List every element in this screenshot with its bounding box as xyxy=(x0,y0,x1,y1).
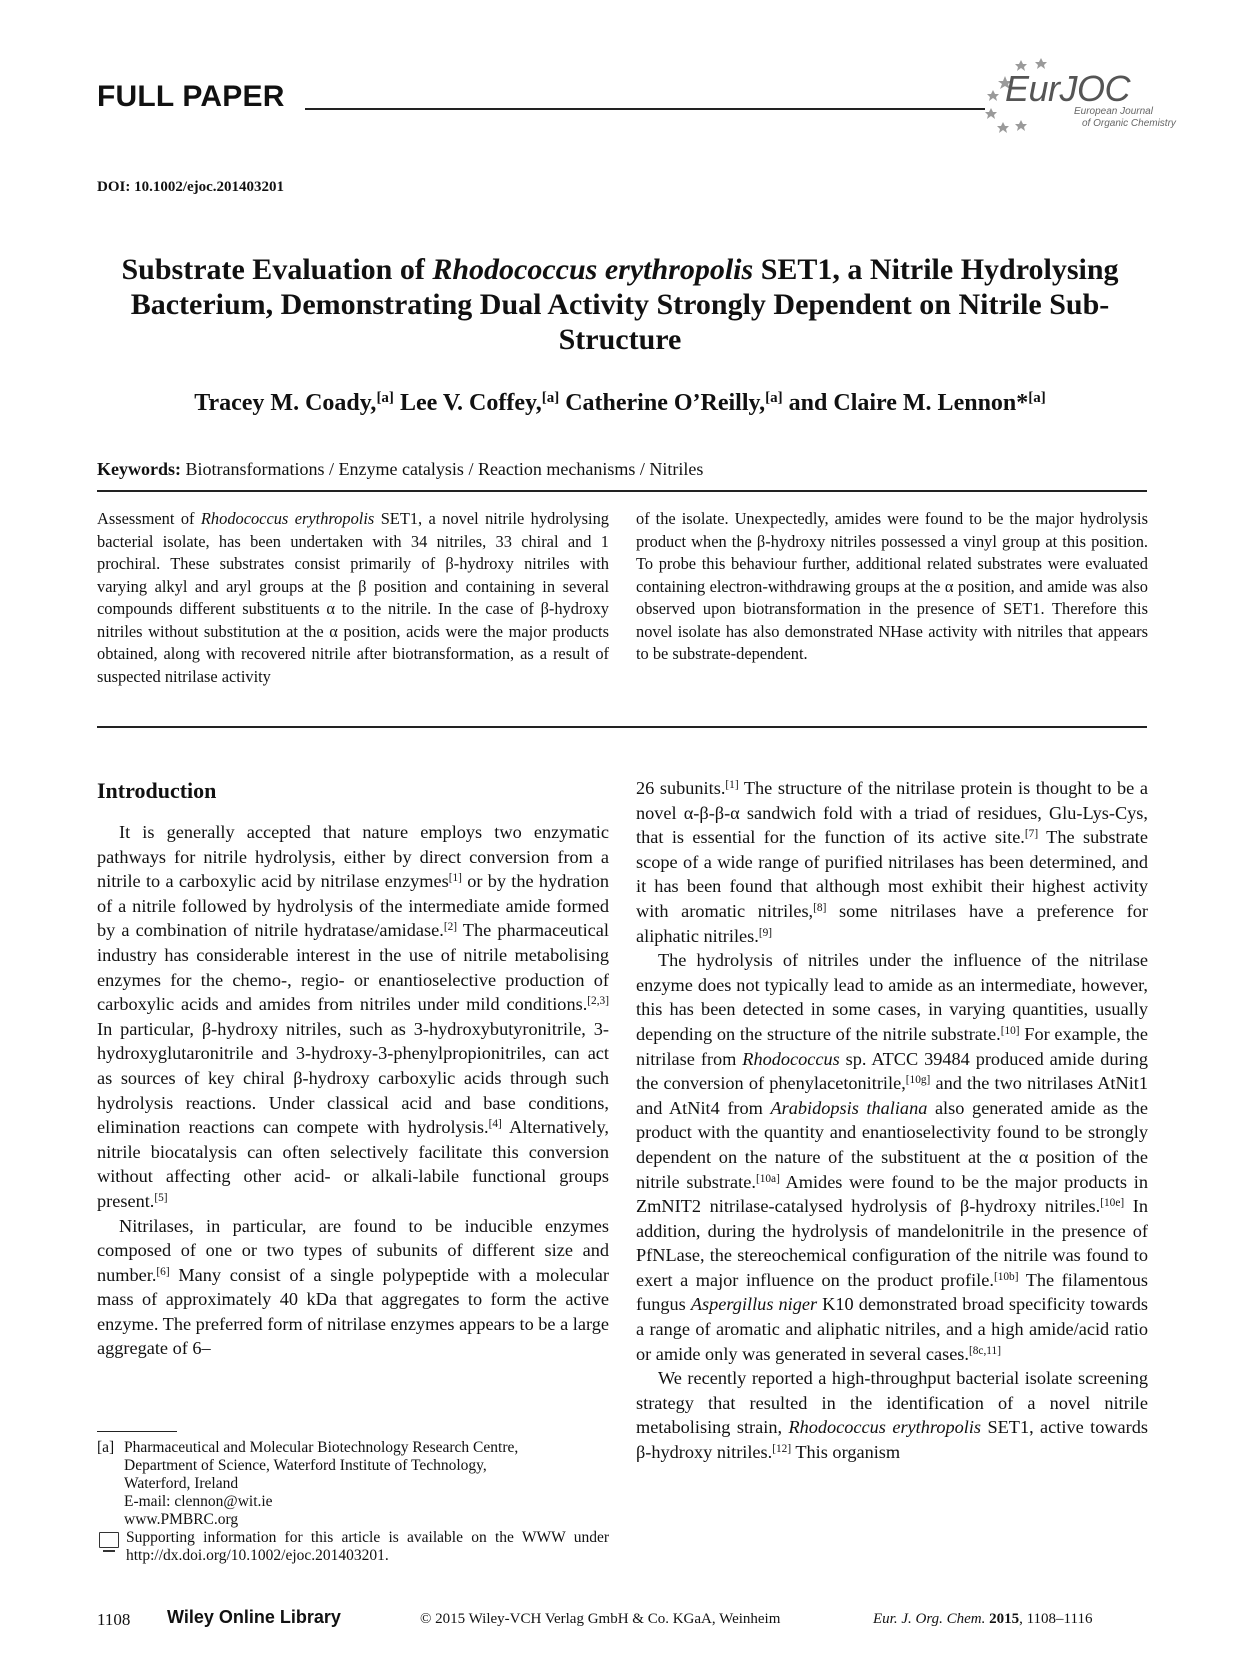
paragraph: It is generally accepted that nature employs two enzymatic pathways for nitrile hydrolysis, either by direct conversion from a nitrile to a carboxylic acid by nitrilase enzymes[1] or by the hydration of a nitrile followed by hydrolysis of the intermediate amide formed by a combination of nitrile hydratase/amidase.[2] The pharmaceutical industry has considerable interest in the use of nitrile metabolising enzymes for the chemo-, regio- or enantioselective production of carboxylic acids and amides from nitriles under mild conditions.[2,3] In particular, β-hydroxy nitriles, such as 3-hydroxybutyronitrile, 3-hydroxyglutaronitrile and 3-hydroxy-3-phenylpropionitriles, can act as sources of key chiral β-hydroxy carboxylic acids through such hydrolysis reactions. Under classical acid and base conditions, elimination reactions can compete with hydrolysis.[4] Alternatively, nitrile biocatalysis can often selectively facilitate this conversion without affecting other acid- or alkali-labile functional groups present.[5] xyxy=(97,822,609,1211)
doi: DOI: 10.1002/ejoc.201403201 xyxy=(97,179,285,195)
star-icon xyxy=(985,108,997,119)
abstract-col-1: Assessment of Rhodococcus erythropolis SET1, a novel nitrile hydrolysing bacterial isolate, has been undertaken with 34 nitriles, 33 chiral and 1 prochiral. These substrates consist primarily of β-hydroxy nitriles with varying alkyl and aryl groups at the β position and containing in several compounds different substituents α to the nitrile. In the case of β-hydroxy nitriles without substitution at the α position, acids were the major products obtained, along with recovered nitrile after biotransformation, as a result of suspected nitrilase activity xyxy=(97,509,609,686)
star-icon xyxy=(987,90,999,101)
keywords: Keywords: Biotransformations / Enzyme catalysis / Reaction mechanisms / Nitriles xyxy=(97,459,704,479)
abstract-col-2: of the isolate. Unexpectedly, amides were found to be the major hydrolysis product when the β-hydroxy nitriles possessed a vinyl group at this position. To probe this behaviour further, additional related substrates were evaluated containing electron-withdrawing groups at the α position, and amide was also observed upon biotransformation in the presence of SET1. Therefore this novel isolate has also demonstrated NHase activity with nitriles that appears to be substrate-dependent. xyxy=(636,509,1148,663)
journal-logo-text: EurJOC xyxy=(1005,68,1131,109)
copyright: © 2015 Wiley-VCH Verlag GmbH & Co. KGaA, Weinheim xyxy=(420,1611,781,1627)
affiliation-footnote: [a] Pharmaceutical and Molecular Biotechnology Research Centre, Department of Science, Waterford Institute of Technology, Waterford, Ireland E-mail: clennon@wit.ie www.PMBRC.org Supporting information for this article is available on the WWW under http://dx.doi.org/10.1002/ejoc.201403201. xyxy=(97,1439,609,1564)
body-col-right xyxy=(636,776,1148,1465)
abstract-rule-top xyxy=(97,490,1147,492)
body-col-left xyxy=(97,820,609,1361)
section-label: FULL PAPER xyxy=(97,80,285,113)
journal-citation: Eur. J. Org. Chem. 2015, 1108–1116 xyxy=(873,1611,1093,1627)
paragraph: 26 subunits.[1] The structure of the nitrilase protein is thought to be a novel α-β-β-α sandwich fold with a triad of residues, Glu-Lys-Cys, that is essential for the function of its active site.[7] The substrate scope of a wide range of purified nitrilases has been determined, and it has been found that although most exhibit their highest activity with aromatic nitriles,[8] some nitrilases have a preference for aliphatic nitriles.[9] xyxy=(636,778,1149,946)
wiley-online-library-link[interactable]: Wiley Online Library xyxy=(167,1607,341,1627)
paragraph: Nitrilases, in particular, are found to be inducible enzymes composed of one or two types of subunits of different size and number.[6] Many consist of a single polypeptide with a molecular mass of approximately 40 kDa that aggregates to form the active enzyme. The preferred form of nitrilase enzymes appears to be a large aggregate of 6– xyxy=(97,1215,609,1359)
supporting-info-note: Supporting information for this article is available on the WWW under http://dx.doi.org/10.1002/ejoc.201403201. xyxy=(97,1529,609,1565)
paragraph: The hydrolysis of nitriles under the influence of the nitrilase enzyme does not typically lead to amide as an intermediate, however, this has been detected in some cases, in varying quantities, usually depending on the structure of the nitrile substrate.[10] For example, the nitrilase from Rhodococcus sp. ATCC 39484 produced amide during the conversion of phenylacetonitrile,[10g] and the two nitrilases AtNit1 and AtNit4 from Arabidopsis thaliana also generated amide as the product with the quantity and enantioselectivity found to be strongly dependent on the nature of the substituent at the α position of the nitrile substrate.[10a] Amides were found to be the major products in ZmNIT2 nitrilase-catalysed hydrolysis of β-hydroxy nitriles.[10e] In addition, during the hydrolysis of mandelonitrile in the presence of PfNLase, the stereochemical configuration of the nitrile was found to exert a major influence on the product profile.[10b] The filamentous fungus Aspergillus niger K10 demonstrated broad specificity towards a range of aromatic and aliphatic nitriles, and a high amide/acid ratio or amide only was generated in several cases.[8c,11] xyxy=(636,950,1149,1364)
star-icon xyxy=(1015,120,1027,131)
journal-logo-subtitle-2: of Organic Chemistry xyxy=(1082,118,1176,129)
author-list: Tracey M. Coady,[a] Lee V. Coffey,[a] Catherine O’Reilly,[a] and Claire M. Lennon*[a] xyxy=(194,389,1046,416)
journal-logo-subtitle-1: European Journal xyxy=(1074,106,1153,117)
paragraph: We recently reported a high-throughput bacterial isolate screening strategy that resulted in the identification of a novel nitrile metabolising strain, Rhodococcus erythropolis SET1, active towards β-hydroxy nitriles.[12] This organism xyxy=(636,1368,1148,1463)
article-title: Substrate Evaluation of Rhodococcus erythropolis SET1, a Nitrile Hydrolysing Bacterium, Demonstrating Dual Activity Strongly Dependent on Nitrile Sub-Structure xyxy=(121,253,1119,356)
computer-icon xyxy=(99,1532,119,1548)
page-number: 1108 xyxy=(97,1610,131,1629)
abstract-rule-bottom xyxy=(97,726,1147,728)
section-heading-introduction: Introduction xyxy=(97,778,217,803)
footnote-rule xyxy=(97,1431,177,1432)
star-icon xyxy=(997,122,1009,133)
header-rule xyxy=(305,108,985,110)
